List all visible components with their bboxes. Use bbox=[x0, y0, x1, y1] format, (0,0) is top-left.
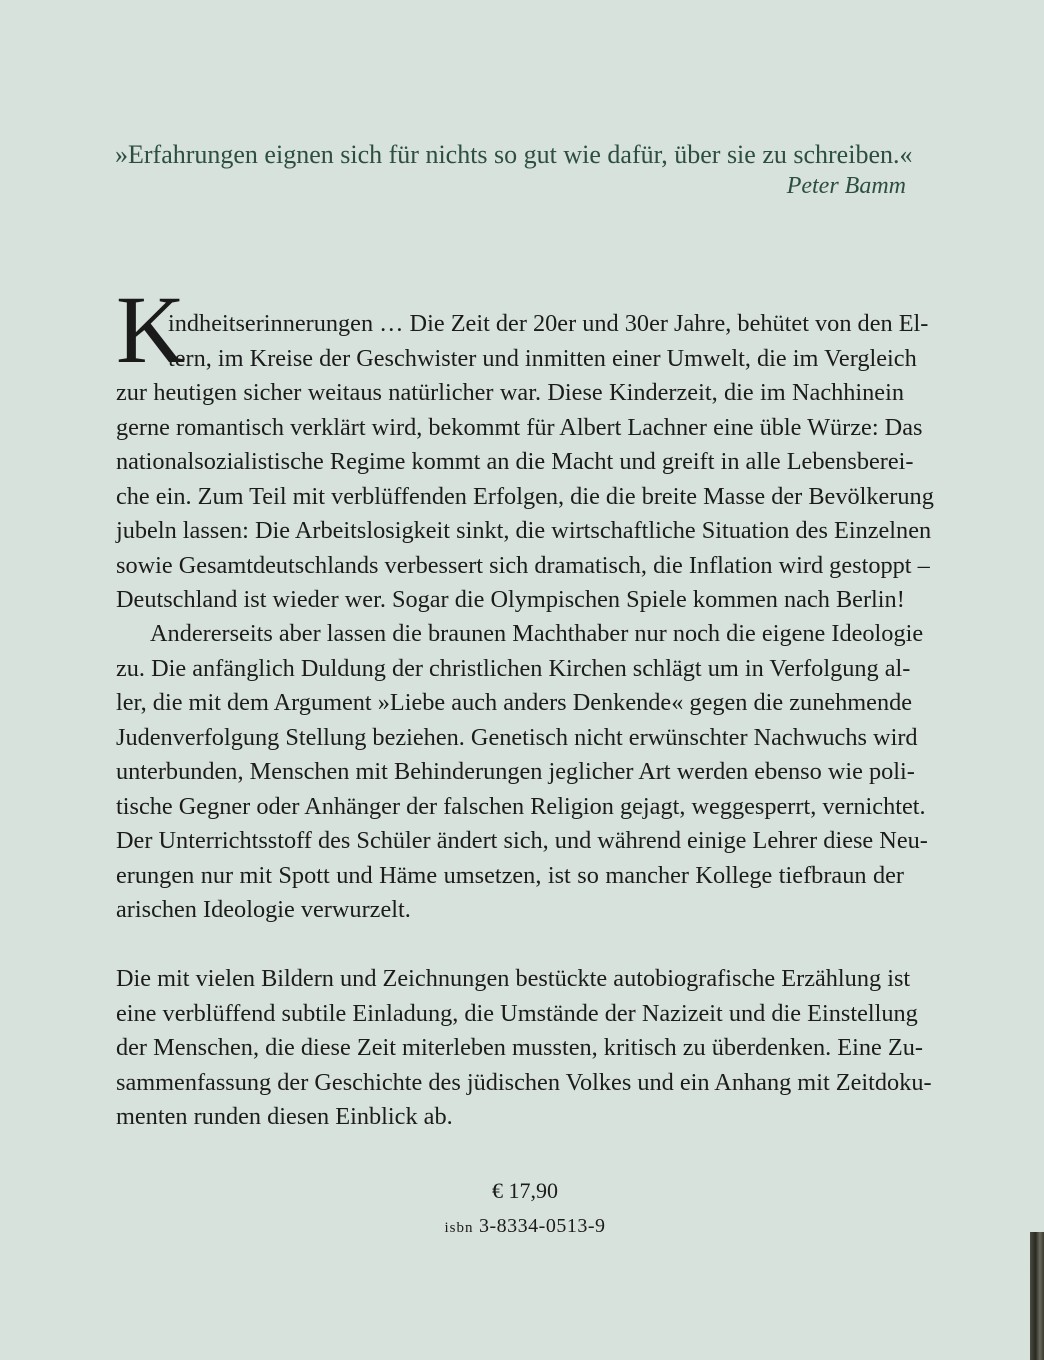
text-line: jubeln lassen: Die Arbeitslosigkeit sinkt, die wirtschaftliche Situation des Einzelnen bbox=[116, 517, 932, 544]
isbn-number: 3-8334-0513-9 bbox=[479, 1215, 606, 1237]
text-line: arischen Ideologie verwurzelt. bbox=[116, 896, 411, 923]
isbn-label: isbn bbox=[444, 1220, 474, 1236]
text-line: sowie Gesamtdeutschlands verbessert sich dramatisch, die Inflation wird gestoppt – bbox=[116, 551, 930, 579]
cover-edge-photo-strip bbox=[1030, 1232, 1044, 1360]
text-line: che ein. Zum Teil mit verblüffenden Erfolgen, die die breite Masse der Bevölkerung bbox=[116, 482, 934, 510]
text-line: Die mit vielen Bildern und Zeichnungen bestückte autobiografische Erzählung ist bbox=[116, 965, 911, 992]
text-line: gerne romantisch verklärt wird, bekommt für Albert Lachner eine üble Würze: Das bbox=[116, 413, 923, 441]
text-line: unterbunden, Menschen mit Behinderungen jeglicher Art werden ebenso wie poli- bbox=[116, 758, 915, 785]
text-line: tische Gegner oder Anhänger der falschen Religion gejagt, weggesperrt, vernichtet. bbox=[116, 792, 926, 820]
text-line: Deutschland ist wieder wer. Sogar die Olympischen Spiele kommen nach Berlin! bbox=[116, 586, 905, 613]
text-line: tern, im Kreise der Geschwister und inmitten einer Umwelt, die im Vergleich bbox=[168, 344, 917, 372]
text-line: Andererseits aber lassen die braunen Machthaber nur noch die eigene Ideologie bbox=[150, 620, 924, 647]
text-line: indheitserinnerungen … Die Zeit der 20er und 30er Jahre, behütet von den El- bbox=[168, 310, 929, 337]
book-price: € 17,90 bbox=[492, 1178, 558, 1203]
text-line: nationalsozialistische Regime kommt an die Macht und greift in alle Lebensberei- bbox=[116, 448, 914, 475]
text-line: erungen nur mit Spott und Häme umsetzen, ist so mancher Kollege tiefbraun der bbox=[116, 861, 904, 889]
text-line: ler, die mit dem Argument »Liebe auch anders Denkende« gegen die zunehmende bbox=[116, 689, 913, 716]
isbn-line bbox=[400, 1212, 650, 1242]
text-line: zu. Die anfänglich Duldung der christlichen Kirchen schlägt um in Verfolgung al- bbox=[116, 654, 911, 682]
epigraph-author: Peter Bamm bbox=[786, 173, 906, 199]
text-line: menten runden diesen Einblick ab. bbox=[116, 1103, 453, 1130]
drop-cap: K bbox=[116, 276, 186, 383]
text-line: zur heutigen sicher weitaus natürlicher war. Diese Kinderzeit, die im Nachhinein bbox=[116, 379, 904, 406]
blurb-paragraph-3 bbox=[116, 962, 932, 1135]
blurb-paragraph-2 bbox=[116, 617, 928, 928]
text-line: der Menschen, die diese Zeit miterleben mussten, kritisch zu überdenken. Eine Zu- bbox=[116, 1034, 923, 1061]
epigraph-quote: »Erfahrungen eignen sich für nichts so gut wie dafür, über sie zu schreiben.« bbox=[115, 140, 913, 169]
text-line: Judenverfolgung Stellung beziehen. Genetisch nicht erwünschter Nachwuchs wird bbox=[116, 723, 918, 751]
text-line: Der Unterrichtsstoff des Schüler ändert sich, und während einige Lehrer diese Neu- bbox=[116, 827, 928, 854]
text-line: eine verblüffend subtile Einladung, die Umstände der Nazizeit und die Einstellung bbox=[116, 999, 918, 1027]
text-line: sammenfassung der Geschichte des jüdischen Volkes und ein Anhang mit Zeitdoku- bbox=[116, 1068, 932, 1096]
blurb-paragraph-1 bbox=[116, 307, 934, 618]
